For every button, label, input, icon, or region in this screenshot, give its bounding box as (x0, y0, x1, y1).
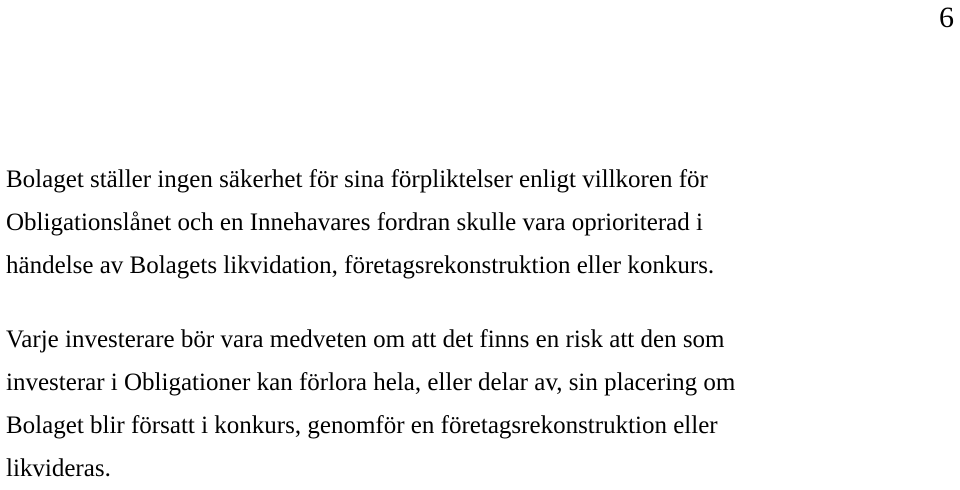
text-line: Bolaget ställer ingen säkerhet för sina förpliktelser enligt villkoren för (6, 166, 708, 193)
text-line: Bolaget blir försatt i konkurs, genomför en företagsrekonstruktion eller (6, 412, 718, 439)
paragraph-security (6, 158, 714, 287)
text-line: investerar i Obligationer kan förlora hela, eller delar av, sin placering om (6, 369, 736, 396)
paragraph-risk (6, 318, 735, 490)
text-line: likvideras. (6, 455, 111, 482)
text-line: Varje investerare bör vara medveten om att det finns en risk att den som (6, 326, 725, 353)
page-number: 6 (939, 1, 954, 34)
text-line: händelse av Bolagets likvidation, företagsrekonstruktion eller konkurs. (6, 252, 715, 279)
text-line: Obligationslånet och en Innehavares fordran skulle vara oprioriterad i (6, 209, 703, 236)
